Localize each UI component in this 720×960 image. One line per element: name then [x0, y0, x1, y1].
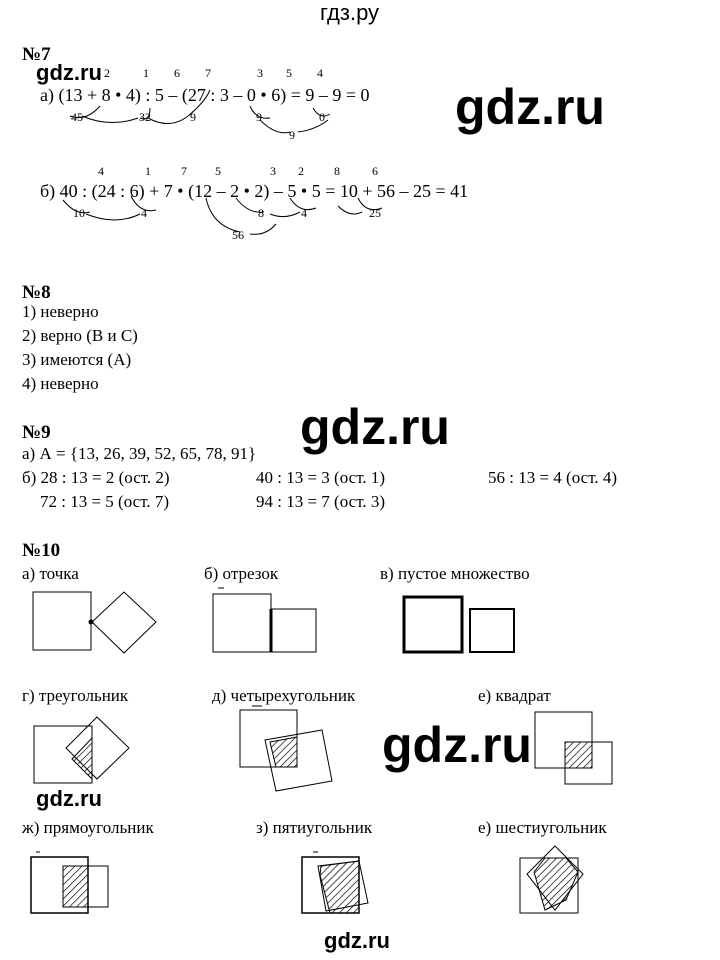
- figure-label: е) квадрат: [478, 686, 551, 705]
- order-number: 5: [286, 66, 292, 80]
- intermediate-result: 0: [319, 110, 325, 124]
- figure-triangle: [34, 717, 129, 783]
- figure-rectangle: [31, 852, 108, 913]
- figure-label: а) точка: [22, 564, 79, 583]
- arc-a1: [70, 106, 100, 118]
- intermediate-result: 32: [139, 110, 151, 124]
- intermediate-result: 25: [369, 206, 381, 220]
- order-number: 6: [174, 66, 180, 80]
- intermediate-result: 9: [256, 110, 262, 124]
- arc-b9: [358, 198, 382, 210]
- task7-b-expression: б) 40 : (24 : 6) + 7 • (12 – 2 • 2) – 5 • 5 = 10 + 56 – 25 = 41: [40, 181, 469, 201]
- watermark-big-middle: gdz.ru: [300, 399, 450, 455]
- task10-title: №10: [22, 540, 61, 561]
- figure-label: г) треугольник: [22, 686, 129, 705]
- arc-a4: [148, 116, 188, 124]
- order-number: 7: [205, 66, 211, 80]
- intermediate-result: 56: [232, 228, 244, 242]
- arc-b7: [206, 198, 240, 232]
- order-number: 3: [257, 66, 263, 80]
- arc-a3: [140, 108, 150, 119]
- order-number: 5: [215, 164, 221, 178]
- order-number: 4: [98, 164, 104, 178]
- figure-label: в) пустое множество: [380, 564, 530, 583]
- figure-label: з) пятиугольник: [256, 818, 373, 837]
- figure-label: ж) прямоугольник: [22, 818, 154, 837]
- figure-label: б) отрезок: [204, 564, 279, 583]
- task9-b-item: 40 : 13 = 3 (ост. 1): [256, 468, 386, 487]
- arc-b10: [338, 206, 362, 214]
- arc-b5: [236, 198, 264, 212]
- task8-title: №8: [22, 282, 51, 303]
- task8-item: 1) неверно: [22, 302, 99, 321]
- arc-b4: [290, 198, 316, 210]
- figure-pentagon: [302, 852, 368, 913]
- task8-item: 2) верно (В и С): [22, 326, 138, 345]
- order-number: 1: [145, 164, 151, 178]
- order-number: 8: [334, 164, 340, 178]
- arc-b3: [131, 196, 156, 211]
- intermediate-result: 9: [190, 110, 196, 124]
- task7-title: №7: [22, 44, 51, 65]
- figure-segment: [213, 588, 316, 652]
- arc-b2: [86, 214, 140, 220]
- order-number: 1: [143, 66, 149, 80]
- figure-point: [33, 592, 156, 653]
- task9-b-item: 94 : 13 = 7 (ост. 3): [256, 492, 386, 511]
- figure-empty-set: [404, 597, 514, 652]
- intermediate-result: 8: [258, 206, 264, 220]
- watermark-big-top: gdz.ru: [455, 79, 605, 135]
- task7-a-expression: а) (13 + 8 • 4) : 5 – (27 : 3 – 0 • 6) = 9 – 9 = 0: [40, 85, 370, 105]
- arc-b8: [250, 224, 276, 234]
- task9-title: №9: [22, 422, 51, 443]
- figure-label: е) шестиугольник: [478, 818, 607, 837]
- arc-a6: [250, 106, 270, 118]
- arc-a8: [260, 120, 290, 133]
- intermediate-result: 4: [141, 206, 147, 220]
- intermediate-result: 45: [71, 110, 83, 124]
- arc-a9: [298, 120, 328, 132]
- task8-item: 3) имеются (А): [22, 350, 132, 369]
- order-number: 6: [372, 164, 378, 178]
- task9-b-item: 72 : 13 = 5 (ост. 7): [40, 492, 170, 511]
- watermark-big-lower: gdz.ru: [382, 717, 532, 773]
- figure-quadrilateral: [240, 706, 332, 791]
- watermark-small-lower: gdz.ru: [36, 786, 102, 811]
- intermediate-result: 4: [301, 206, 307, 220]
- order-number: 2: [104, 66, 110, 80]
- order-number: 4: [317, 66, 323, 80]
- order-number: 3: [270, 164, 276, 178]
- watermark-small-bottom: gdz.ru: [324, 928, 390, 953]
- arc-a2: [82, 116, 138, 123]
- intermediate-result: 10: [73, 206, 85, 220]
- arc-a5: [188, 90, 210, 116]
- watermark-small-top: gdz.ru: [36, 60, 102, 85]
- arc-b1: [63, 200, 90, 213]
- task9-b-item: б) 28 : 13 = 2 (ост. 2): [22, 468, 170, 487]
- arc-b6: [270, 212, 300, 217]
- figure-square: [535, 712, 612, 784]
- task8-item: 4) неверно: [22, 374, 99, 393]
- task9-b-item: 56 : 13 = 4 (ост. 4): [488, 468, 618, 487]
- figure-label: д) четырехугольник: [212, 686, 356, 705]
- arc-a7: [313, 108, 330, 116]
- site-header: гдз.ру: [320, 0, 380, 25]
- task9-a-line: а) А = {13, 26, 39, 52, 65, 78, 91}: [22, 444, 257, 463]
- intermediate-result: 9: [289, 128, 295, 142]
- order-number: 7: [181, 164, 187, 178]
- order-number: 2: [298, 164, 304, 178]
- figure-hexagon: [520, 846, 583, 913]
